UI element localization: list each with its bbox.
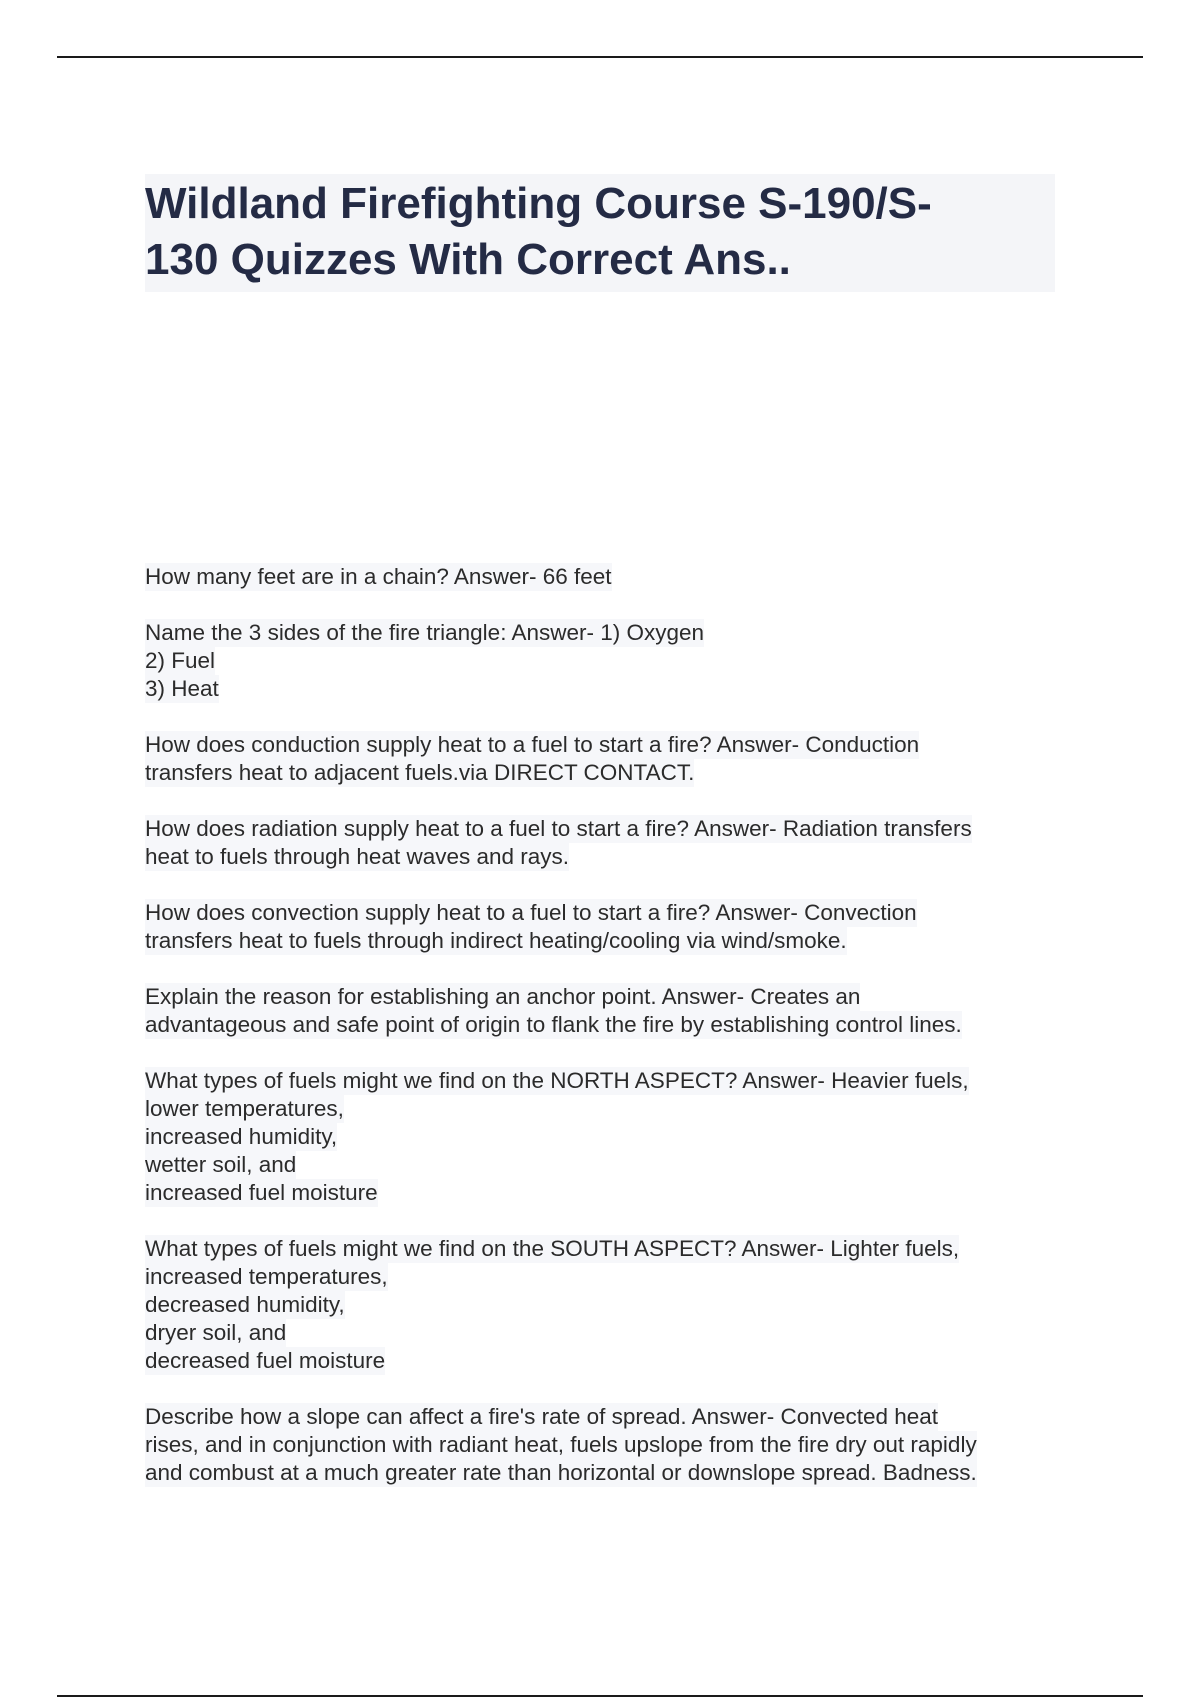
bottom-rule [57, 1695, 1143, 1697]
qa-line: increased humidity, [145, 1124, 338, 1149]
qa-line: How does conduction supply heat to a fuel to start a fire? Answer- Conduction [145, 732, 920, 757]
qa-item-slope [145, 1403, 1075, 1487]
qa-line: increased temperatures, [145, 1264, 388, 1289]
title-line-2: 130 Quizzes With Correct Ans.. [145, 235, 791, 284]
qa-item-convection [145, 899, 1075, 955]
qa-line: decreased fuel moisture [145, 1348, 386, 1373]
qa-line: Describe how a slope can affect a fire's rate of spread. Answer- Convected heat [145, 1404, 939, 1429]
qa-line: wetter soil, and [145, 1152, 297, 1177]
qa-list [145, 563, 1075, 1515]
qa-item-anchor-point [145, 983, 1075, 1039]
qa-line: Explain the reason for establishing an anchor point. Answer- Creates an [145, 984, 861, 1009]
qa-line: How many feet are in a chain? Answer- 66 feet [145, 564, 612, 589]
qa-item-south-aspect [145, 1235, 1075, 1375]
qa-line: 3) Heat [145, 676, 219, 701]
qa-line: and combust at a much greater rate than horizontal or downslope spread. Badness. [145, 1460, 977, 1485]
qa-line: dryer soil, and [145, 1320, 287, 1345]
qa-line: rises, and in conjunction with radiant heat, fuels upslope from the fire dry out rapidly [145, 1432, 977, 1457]
qa-item-conduction [145, 731, 1075, 787]
qa-line: advantageous and safe point of origin to flank the fire by establishing control lines. [145, 1012, 962, 1037]
qa-line: transfers heat to adjacent fuels.via DIRECT CONTACT. [145, 760, 695, 785]
qa-line: What types of fuels might we find on the NORTH ASPECT? Answer- Heavier fuels, [145, 1068, 969, 1093]
qa-item-radiation [145, 815, 1075, 871]
qa-item-north-aspect [145, 1067, 1075, 1207]
qa-line: decreased humidity, [145, 1292, 345, 1317]
top-rule [57, 56, 1143, 58]
qa-line: How does radiation supply heat to a fuel to start a fire? Answer- Radiation transfers [145, 816, 972, 841]
qa-item-chain [145, 563, 1075, 591]
qa-item-fire-triangle [145, 619, 1075, 703]
title-line-1: Wildland Firefighting Course S-190/S- [145, 179, 932, 228]
qa-line: transfers heat to fuels through indirect heating/cooling via wind/smoke. [145, 928, 847, 953]
qa-line: Name the 3 sides of the fire triangle: Answer- 1) Oxygen [145, 620, 705, 645]
qa-line: increased fuel moisture [145, 1180, 378, 1205]
qa-line: lower temperatures, [145, 1096, 344, 1121]
qa-line: What types of fuels might we find on the SOUTH ASPECT? Answer- Lighter fuels, [145, 1236, 960, 1261]
qa-line: How does convection supply heat to a fuel to start a fire? Answer- Convection [145, 900, 917, 925]
qa-line: 2) Fuel [145, 648, 216, 673]
qa-line: heat to fuels through heat waves and rays. [145, 844, 570, 869]
document-title [145, 174, 1055, 292]
